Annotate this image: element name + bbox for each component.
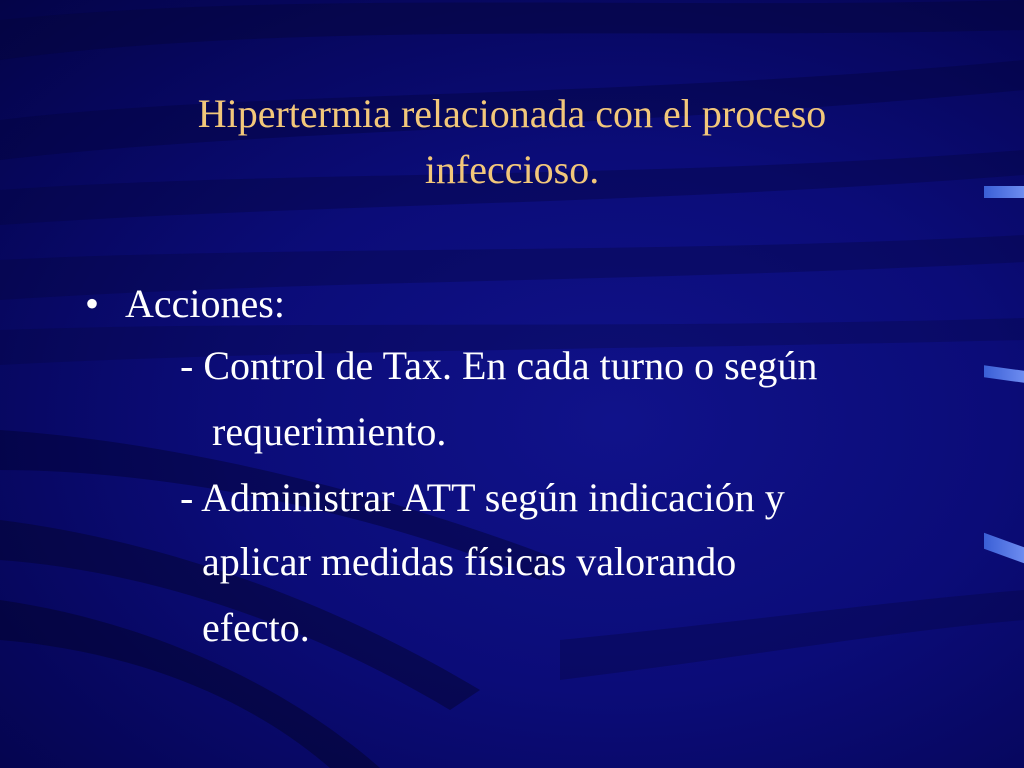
bullet-label: Acciones: <box>125 281 285 326</box>
swoosh-1 <box>0 0 1024 60</box>
body-line-3: - Administrar ATT según indicación y <box>180 475 785 520</box>
swoosh-9 <box>560 590 1024 680</box>
body-line-5: efecto. <box>202 605 310 650</box>
bullet-dot: • <box>85 281 100 326</box>
title-line-1: Hipertermia relacionada con el proceso <box>197 91 827 136</box>
body-line-4: aplicar medidas físicas valorando <box>202 539 737 584</box>
slide-title <box>0 86 1024 198</box>
body-line-2: requerimiento. <box>212 409 447 454</box>
title-line-2: infeccioso. <box>424 147 600 192</box>
bullet-item <box>85 276 285 332</box>
body-line-1: - Control de Tax. En cada turno o según <box>180 343 818 388</box>
